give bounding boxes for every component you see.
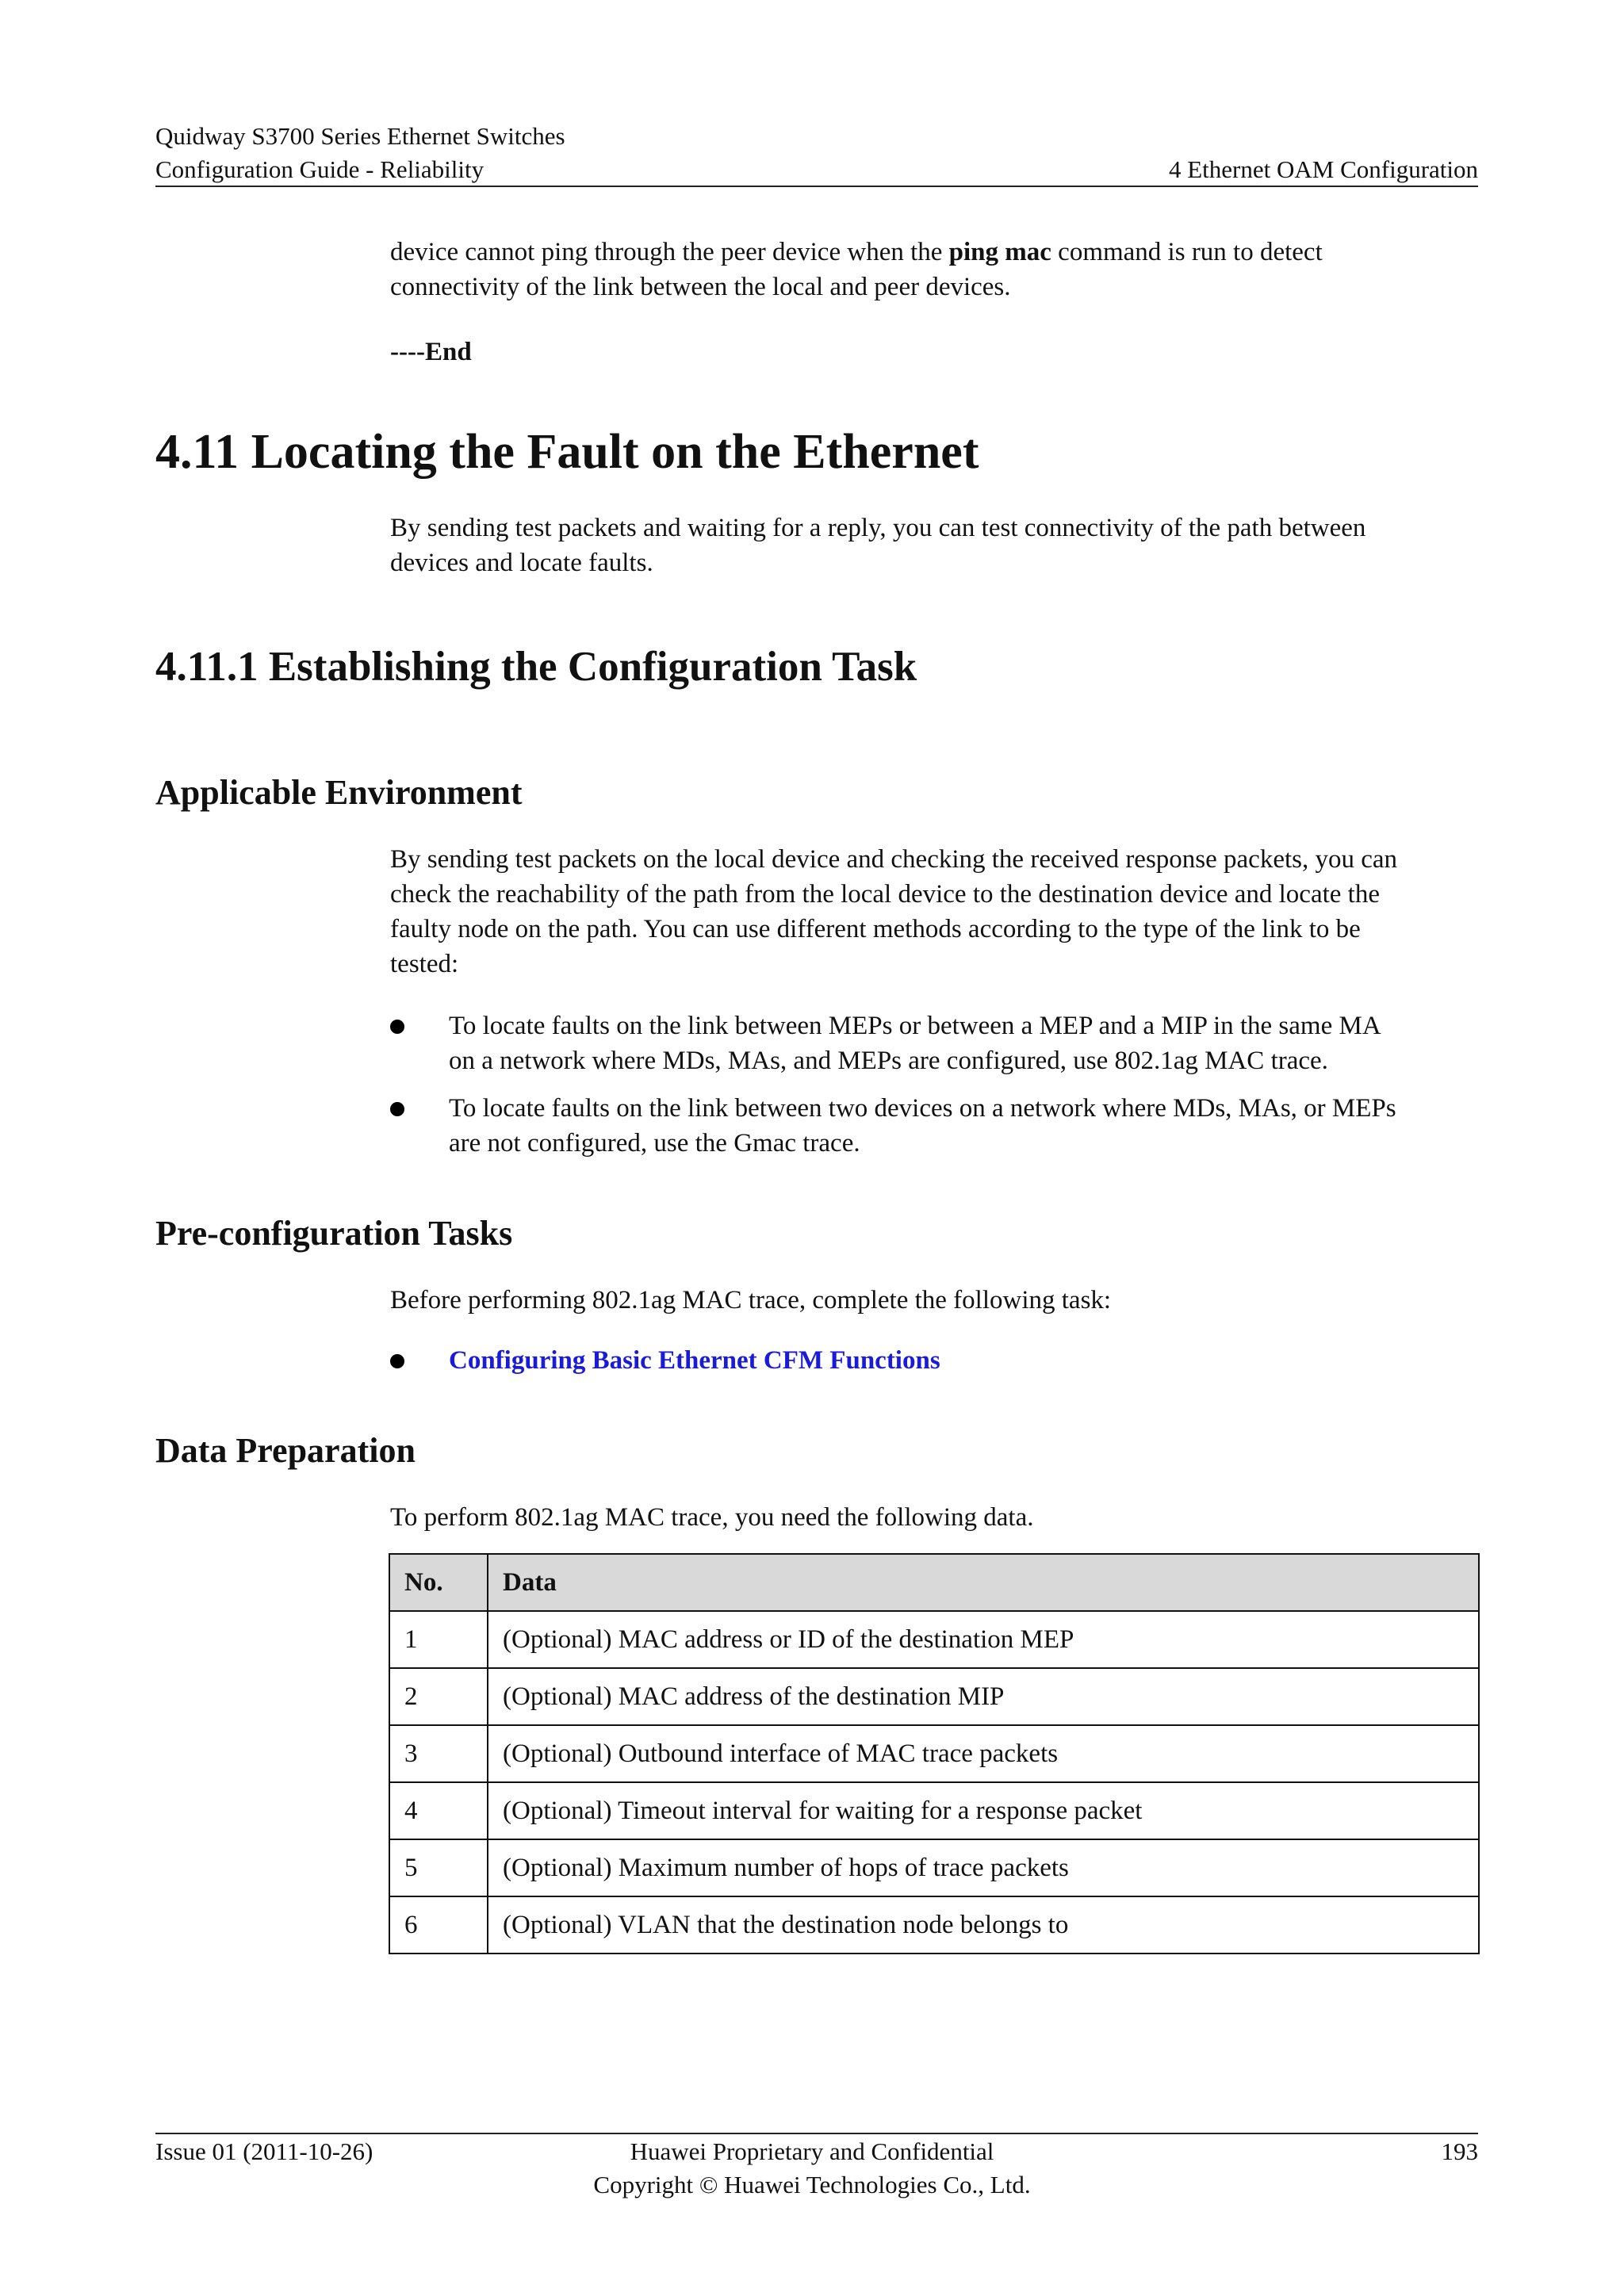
table-row [389,1782,1479,1839]
intro-paragraph [390,235,1477,304]
table-cell-no: 2 [389,1668,488,1725]
table-row [389,1839,1479,1896]
applicable-environment-paragraph [390,842,1484,982]
preconfiguration-paragraph: Before performing 802.1ag MAC trace, complete the following task: [390,1286,1112,1314]
table-cell-no: 3 [389,1725,488,1782]
data-table [389,1553,1480,1954]
table-cell-data: (Optional) Outbound interface of MAC trace packets [488,1725,1479,1782]
section-description [390,511,1484,580]
table-cell-data: (Optional) MAC address of the destination MIP [488,1668,1479,1725]
intro-text-line2: connectivity of the link between the local and peer devices. [390,273,1011,301]
preconfiguration-heading: Pre-configuration Tasks [155,1214,513,1253]
footer-confidential: Huawei Proprietary and Confidential [630,2137,994,2165]
table-cell-no: 1 [389,1611,488,1668]
intro-text-start: device cannot ping through the peer device when the [390,238,949,266]
header-chapter: 4 Ethernet OAM Configuration [1168,155,1478,183]
subsection-title: 4.11.1 Establishing the Configuration Task [155,644,917,690]
section-title: 4.11 Locating the Fault on the Ethernet [155,425,979,479]
table-row [389,1725,1479,1782]
command-ping-mac: ping mac [948,238,1051,266]
bullet-icon [390,1102,404,1116]
column-header-no: No. [389,1554,488,1611]
env-line-1: By sending test packets on the local device and checking the received response packets, you can [390,845,1398,874]
footer-rule [155,2133,1478,2134]
data-preparation-paragraph: To perform 802.1ag MAC trace, you need the following data. [390,1503,1034,1532]
table-cell-data: (Optional) Timeout interval for waiting for a response packet [488,1782,1479,1839]
bullet-item-mac-trace [449,1008,1488,1078]
table-cell-no: 6 [389,1896,488,1954]
table-row [389,1668,1479,1725]
data-preparation-heading: Data Preparation [155,1431,416,1470]
column-header-data: Data [488,1554,1479,1611]
table-row [389,1611,1479,1668]
env-line-2: check the reachability of the path from the local device to the destination device and locate the [390,880,1380,909]
intro-text-end: command is run to detect [1051,238,1323,266]
footer-copyright: Copyright © Huawei Technologies Co., Ltd. [593,2171,1031,2198]
table-row [389,1896,1479,1954]
table-cell-data: (Optional) VLAN that the destination node belongs to [488,1896,1479,1954]
footer-issue: Issue 01 (2011-10-26) [155,2137,373,2165]
bullet-1-line2: on a network where MDs, MAs, and MEPs are configured, use 802.1ag MAC trace. [449,1047,1328,1075]
header-guide: Configuration Guide - Reliability [155,155,485,183]
table-cell-data: (Optional) Maximum number of hops of trace packets [488,1839,1479,1896]
table-header-row [389,1554,1479,1611]
bullet-item-gmac-trace [449,1091,1488,1161]
bullet-2-line1: To locate faults on the link between two devices on a network where MDs, MAs, or MEPs [449,1094,1396,1123]
footer-page-number: 193 [1441,2137,1478,2165]
header-product: Quidway S3700 Series Ethernet Switches [155,122,565,150]
bullet-1-line1: To locate faults on the link between MEPs or between a MEP and a MIP in the same MA [449,1012,1381,1040]
bullet-2-line2: are not configured, use the Gmac trace. [449,1129,860,1158]
end-marker: ----End [390,338,472,366]
applicable-environment-heading: Applicable Environment [155,773,523,812]
section-desc-line1: By sending test packets and waiting for a reply, you can test connectivity of the path between [390,514,1366,542]
bullet-icon [390,1020,404,1034]
env-line-3: faulty node on the path. You can use different methods according to the type of the link to be [390,915,1361,943]
table-cell-no: 5 [389,1839,488,1896]
env-line-4: tested: [390,950,459,978]
header-rule [155,186,1478,187]
link-configuring-basic-cfm[interactable]: Configuring Basic Ethernet CFM Functions [449,1346,940,1375]
bullet-icon [390,1354,404,1368]
table-cell-no: 4 [389,1782,488,1839]
table-cell-data: (Optional) MAC address or ID of the destination MEP [488,1611,1479,1668]
section-desc-line2: devices and locate faults. [390,549,653,577]
